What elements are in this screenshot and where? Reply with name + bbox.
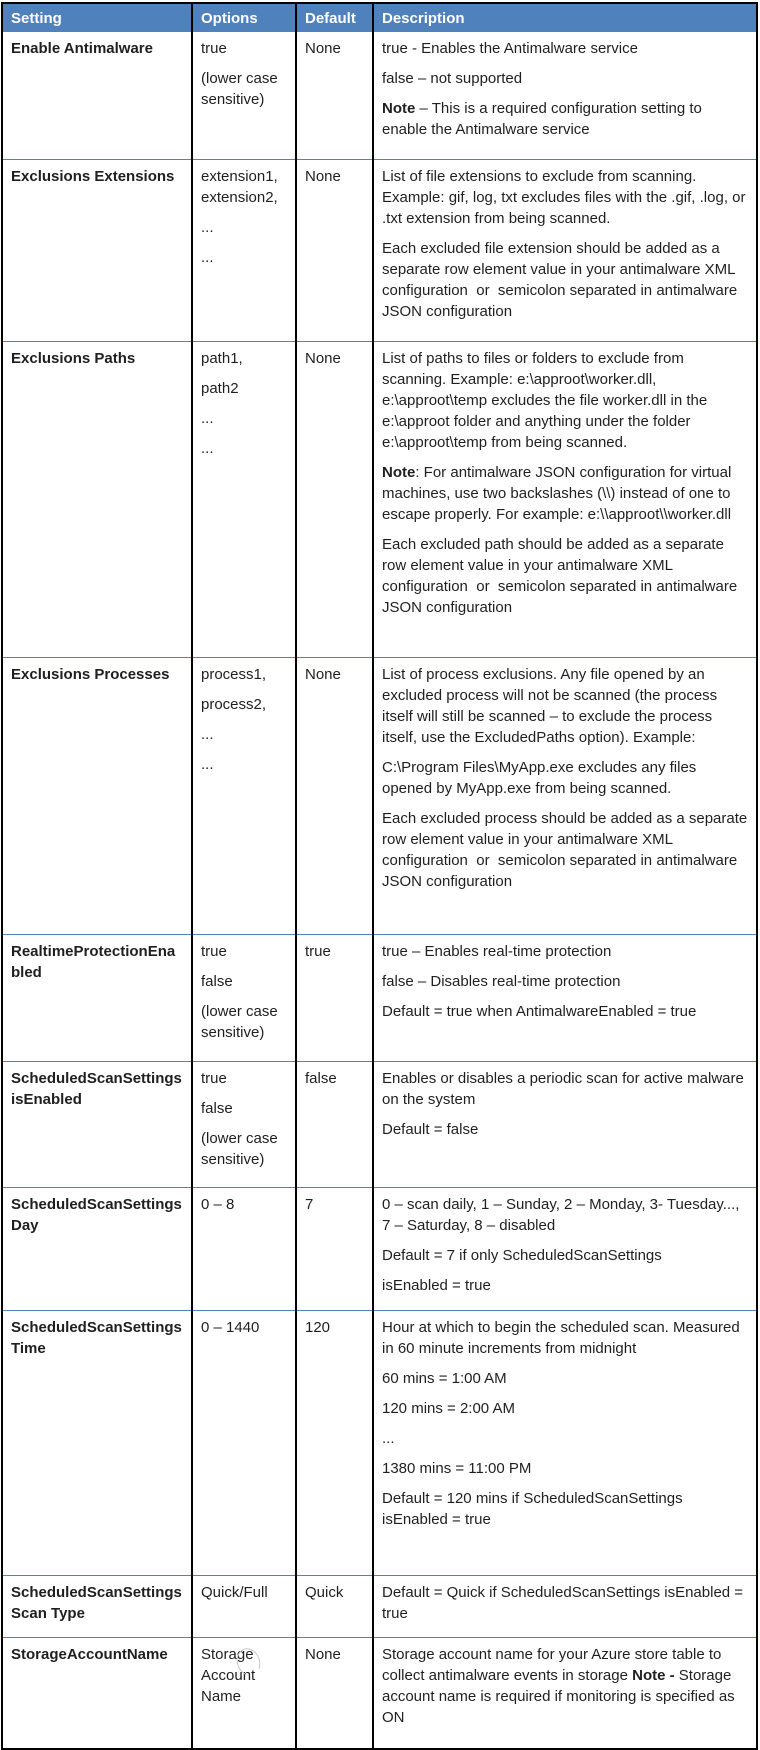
text-run: : For antimalware JSON configuration for virtual machines, use two backslashes (\\) instead of one to escape properly. For example: e:\\approot\\worker.dll	[382, 464, 736, 523]
description-paragraph	[382, 664, 748, 748]
options-line: true	[201, 1070, 227, 1087]
description-paragraph	[382, 1368, 748, 1389]
default-value: Quick	[305, 1584, 344, 1601]
setting-cell	[2, 658, 192, 935]
bold-text: Note -	[632, 1667, 675, 1684]
text-run: Storage account name is required if monitoring is specified as ON	[382, 1667, 739, 1726]
text-run: – This is a required configuration setting to enable the Antimalware service	[382, 100, 707, 138]
table-row	[2, 1311, 757, 1576]
options-line: (lower case sensitive)	[201, 1130, 282, 1168]
default-cell	[296, 1188, 373, 1311]
text-run: Default = Quick if ScheduledScanSettings isEnabled = true	[382, 1584, 748, 1622]
setting-cell	[2, 1062, 192, 1188]
default-value: None	[305, 1646, 341, 1663]
setting-name: Exclusions Paths	[11, 350, 136, 367]
header-row	[2, 3, 757, 32]
description-paragraph	[382, 971, 748, 992]
text-run: Default = 7 if only ScheduledScanSettings	[382, 1247, 662, 1264]
setting-name: RealtimeProtectionEnabled	[11, 943, 176, 981]
setting-cell	[2, 342, 192, 658]
text-run: Hour at which to begin the scheduled scan. Measured in 60 minute increments from midnight	[382, 1319, 744, 1357]
default-cell	[296, 1311, 373, 1576]
setting-cell	[2, 1188, 192, 1311]
column-header-description: Description	[373, 3, 757, 32]
default-value: false	[305, 1070, 337, 1087]
table-row	[2, 160, 757, 342]
description-paragraph	[382, 1119, 748, 1140]
document-page	[0, 2, 760, 1726]
description-paragraph	[382, 1644, 748, 1728]
text-run: true – Enables real-time protection	[382, 943, 612, 960]
options-cell	[192, 1576, 296, 1638]
options-line: Quick/Full	[201, 1584, 268, 1601]
options-line: (lower case sensitive)	[201, 70, 282, 108]
text-run: Each excluded path should be added as a separate row element value in your antimalware XML configuration or semicolon separated in antimalware JSON configuration	[382, 536, 742, 616]
setting-name: ScheduledScanSettings Day	[11, 1196, 182, 1234]
options-line: process2,	[201, 696, 267, 713]
options-line: path2	[201, 380, 239, 397]
text-run: Default = 120 mins if ScheduledScanSettings isEnabled = true	[382, 1490, 687, 1528]
default-cell	[296, 1062, 373, 1188]
text-run: List of process exclusions. Any file opened by an excluded process will not be scanned (the process itself will still be scanned – to exclude the process itself, use the ExcludedPaths option). Example:	[382, 666, 722, 746]
column-header-options: Options	[192, 3, 296, 32]
setting-cell	[2, 1311, 192, 1576]
options-line: false	[201, 1100, 233, 1117]
options-line: ...	[201, 726, 214, 743]
description-paragraph	[382, 1582, 748, 1624]
table-row	[2, 1576, 757, 1638]
table-row	[2, 32, 757, 160]
default-cell	[296, 1576, 373, 1638]
options-cell	[192, 1188, 296, 1311]
setting-name: ScheduledScanSettings Scan Type	[11, 1584, 182, 1622]
options-cell	[192, 1062, 296, 1188]
table-row	[2, 935, 757, 1062]
text-run: true - Enables the Antimalware service	[382, 40, 638, 57]
table-row	[2, 1062, 757, 1188]
description-paragraph	[382, 68, 748, 89]
description-paragraph	[382, 1428, 748, 1449]
default-cell	[296, 32, 373, 160]
options-cell	[192, 1638, 296, 1750]
options-line: true	[201, 943, 227, 960]
default-value: None	[305, 666, 341, 683]
description-paragraph	[382, 238, 748, 322]
description-cell	[373, 658, 757, 935]
setting-name: ScheduledScanSettings Time	[11, 1319, 182, 1357]
options-cell	[192, 32, 296, 160]
description-paragraph	[382, 1317, 748, 1359]
description-paragraph	[382, 941, 748, 962]
description-cell	[373, 160, 757, 342]
text-run: 0 – scan daily, 1 – Sunday, 2 – Monday, 3- Tuesday..., 7 – Saturday, 8 – disabled	[382, 1196, 744, 1234]
options-line: path1,	[201, 350, 243, 367]
setting-cell	[2, 1576, 192, 1638]
options-cell	[192, 1311, 296, 1576]
description-cell	[373, 935, 757, 1062]
description-cell	[373, 1188, 757, 1311]
options-cell	[192, 658, 296, 935]
description-paragraph	[382, 98, 748, 140]
setting-cell	[2, 32, 192, 160]
options-cell	[192, 935, 296, 1062]
table-header	[2, 3, 757, 32]
text-run: Storage account name for your Azure store table to collect antimalware events in storage	[382, 1646, 726, 1684]
description-cell	[373, 342, 757, 658]
default-value: None	[305, 168, 341, 185]
table-row	[2, 342, 757, 658]
options-line: (lower case sensitive)	[201, 1003, 282, 1041]
default-value: true	[305, 943, 331, 960]
bold-text: Note	[382, 464, 416, 481]
description-cell	[373, 1638, 757, 1750]
table-body	[2, 32, 757, 1749]
options-line: true	[201, 40, 227, 57]
column-header-default: Default	[296, 3, 373, 32]
setting-cell	[2, 160, 192, 342]
description-paragraph	[382, 1275, 748, 1296]
table-row	[2, 1188, 757, 1311]
default-cell	[296, 160, 373, 342]
text-run: false – Disables real-time protection	[382, 973, 621, 990]
default-value: None	[305, 40, 341, 57]
setting-name: StorageAccountName	[11, 1646, 168, 1663]
options-line: 0 – 1440	[201, 1319, 260, 1336]
description-cell	[373, 32, 757, 160]
options-line: ...	[201, 219, 214, 236]
options-cell	[192, 342, 296, 658]
setting-name: Exclusions Processes	[11, 666, 170, 683]
text-run: List of file extensions to exclude from scanning. Example: gif, log, txt excludes files with the .gif, .log, or .txt extension from being scanned.	[382, 168, 750, 227]
options-line: ...	[201, 249, 214, 266]
description-paragraph	[382, 1194, 748, 1236]
table-row	[2, 658, 757, 935]
description-cell	[373, 1576, 757, 1638]
text-run: isEnabled = true	[382, 1277, 491, 1294]
description-paragraph	[382, 1488, 748, 1530]
setting-cell	[2, 935, 192, 1062]
text-run: Default = true when AntimalwareEnabled = true	[382, 1003, 697, 1020]
text-run: List of paths to files or folders to exclude from scanning. Example: e:\approot\worker.dll, e:\approot\temp excludes the file worker.dll in the e:\approot folder and anything under the folder e:\approot\temp from being scanned.	[382, 350, 712, 451]
description-paragraph	[382, 534, 748, 618]
options-line: 0 – 8	[201, 1196, 235, 1213]
description-paragraph	[382, 808, 752, 892]
text-run: false – not supported	[382, 70, 523, 87]
default-cell	[296, 342, 373, 658]
text-run: ...	[382, 1430, 395, 1447]
table-row	[2, 1638, 757, 1750]
text-run: 120 mins = 2:00 AM	[382, 1400, 515, 1417]
options-line: ...	[201, 440, 214, 457]
text-run: Each excluded file extension should be added as a separate row element value in your antimalware XML configuration or semicolon separated in antimalware JSON configuration	[382, 240, 742, 320]
default-cell	[296, 658, 373, 935]
description-cell	[373, 1311, 757, 1576]
default-cell	[296, 935, 373, 1062]
bold-text: Note	[382, 100, 416, 117]
description-paragraph	[382, 1068, 748, 1110]
description-paragraph	[382, 1458, 748, 1479]
description-paragraph	[382, 1245, 748, 1266]
description-paragraph	[382, 38, 748, 59]
text-run: 1380 mins = 11:00 PM	[382, 1460, 532, 1477]
antimalware-settings-table	[1, 2, 758, 1750]
default-value: 120	[305, 1319, 331, 1336]
setting-name: Enable Antimalware	[11, 40, 153, 57]
description-paragraph	[382, 166, 748, 229]
setting-cell	[2, 1638, 192, 1750]
text-run: Default = false	[382, 1121, 479, 1138]
options-line: ...	[201, 756, 214, 773]
setting-name: ScheduledScanSettings isEnabled	[11, 1070, 182, 1108]
column-header-setting: Setting	[2, 3, 192, 32]
description-paragraph	[382, 757, 748, 799]
options-line: false	[201, 973, 233, 990]
description-paragraph	[382, 348, 748, 453]
text-run: 60 mins = 1:00 AM	[382, 1370, 507, 1387]
description-paragraph	[382, 1398, 748, 1419]
default-cell	[296, 1638, 373, 1750]
text-run: C:\Program Files\MyApp.exe excludes any files opened by MyApp.exe from being scanned.	[382, 759, 701, 797]
text-run: Enables or disables a periodic scan for active malware on the system	[382, 1070, 749, 1108]
options-line: ...	[201, 410, 214, 427]
description-cell	[373, 1062, 757, 1188]
options-line: process1,	[201, 666, 267, 683]
setting-name: Exclusions Extensions	[11, 168, 175, 185]
options-line: Storage Account Name	[201, 1646, 260, 1705]
text-run: Each excluded process should be added as a separate row element value in your antimalware XML configuration or semicolon separated in antimalware JSON configuration	[382, 810, 752, 890]
description-paragraph	[382, 462, 748, 525]
default-value: None	[305, 350, 341, 367]
description-paragraph	[382, 1001, 748, 1022]
options-line: extension1, extension2,	[201, 168, 282, 206]
options-cell	[192, 160, 296, 342]
default-value: 7	[305, 1196, 314, 1213]
